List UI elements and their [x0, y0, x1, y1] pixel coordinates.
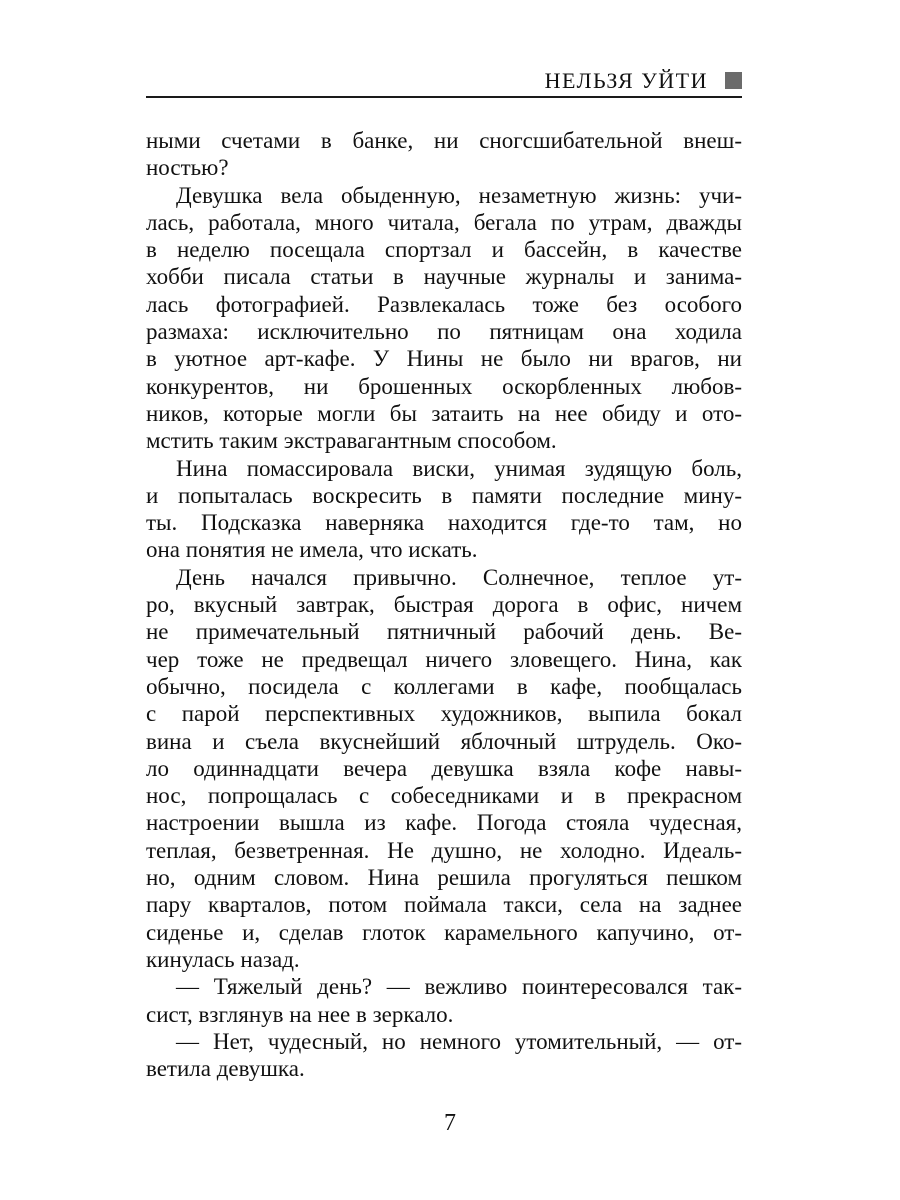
text-line: сиденье и, сделав глоток карамельного капучино, от- — [146, 919, 742, 945]
text-line: сист, взглянув на нее в зеркало. — [146, 1001, 454, 1027]
text-line: ты. Подсказка наверняка находится где-то там, но — [146, 510, 742, 536]
text-line: День начался привычно. Солнечное, теплое ут- — [176, 564, 742, 590]
text-line: кинулась назад. — [146, 946, 300, 972]
text-line: но, одним словом. Нина решила прогуляться пешком — [146, 865, 742, 891]
text-line: пару кварталов, потом поймала такси, села на заднее — [146, 892, 742, 918]
text-line: обычно, посидела с коллегами в кафе, пообщалась — [146, 673, 742, 699]
body-text — [146, 127, 742, 1082]
text-line: ветила девушка. — [146, 1056, 305, 1082]
text-line: ными счетами в банке, ни сногсшибательной внеш- — [146, 128, 742, 153]
text-line: настроении вышла из кафе. Погода стояла чудесная, — [146, 810, 742, 836]
text-line: теплая, безветренная. Не душно, не холодно. Идеаль- — [146, 837, 742, 863]
text-line: вина и съела вкуснейший яблочный штрудель. Око- — [146, 728, 742, 754]
text-line: нос, попрощалась с собеседниками и в прекрасном — [146, 783, 742, 809]
text-line: ро, вкусный завтрак, быстрая дорога в офис, ничем — [146, 592, 742, 618]
text-line: ностью? — [146, 155, 229, 181]
text-line: хобби писала статьи в научные журналы и занима- — [146, 264, 742, 290]
text-line: конкурентов, ни брошенных оскорбленных любов- — [146, 373, 742, 399]
text-line: в уютное арт-кафе. У Нины не было ни врагов, ни — [146, 346, 742, 372]
text-line: в неделю посещала спортзал и бассейн, в качестве — [146, 237, 742, 263]
text-line: не примечательный пятничный рабочий день. Ве- — [146, 619, 742, 645]
text-line: размаха: исключительно по пятницам она ходила — [146, 319, 742, 345]
running-header — [146, 66, 742, 98]
text-line: мстить таким экстравагантным способом. — [146, 428, 557, 454]
text-line: Нина помассировала виски, унимая зудящую боль, — [176, 455, 742, 481]
text-line: лась фотографией. Развлекалась тоже без особого — [146, 291, 742, 317]
text-line: — Тяжелый день? — вежливо поинтересовался так- — [176, 974, 742, 1000]
text-line: — Нет, чудесный, но немного утомительный, — от- — [176, 1028, 742, 1054]
text-line: лась, работала, много читала, бегала по утрам, дважды — [146, 209, 742, 235]
text-line: с парой перспективных художников, выпила бокал — [146, 701, 742, 727]
text-line: ников, которые могли бы затаить на нее обиду и ото- — [146, 400, 742, 426]
text-line: ло одиннадцати вечера девушка взяла кофе навы- — [146, 755, 742, 781]
running-header-title: НЕЛЬЗЯ УЙТИ — [544, 68, 708, 93]
page-number: 7 — [444, 1110, 456, 1136]
text-line: чер тоже не предвещал ничего зловещего. Нина, как — [146, 646, 742, 672]
header-square-icon — [725, 72, 742, 89]
text-line: и попыталась воскресить в памяти последние мину- — [146, 482, 742, 508]
text-line: Девушка вела обыденную, незаметную жизнь: учи- — [176, 182, 742, 208]
text-line: она понятия не имела, что искать. — [146, 537, 478, 563]
